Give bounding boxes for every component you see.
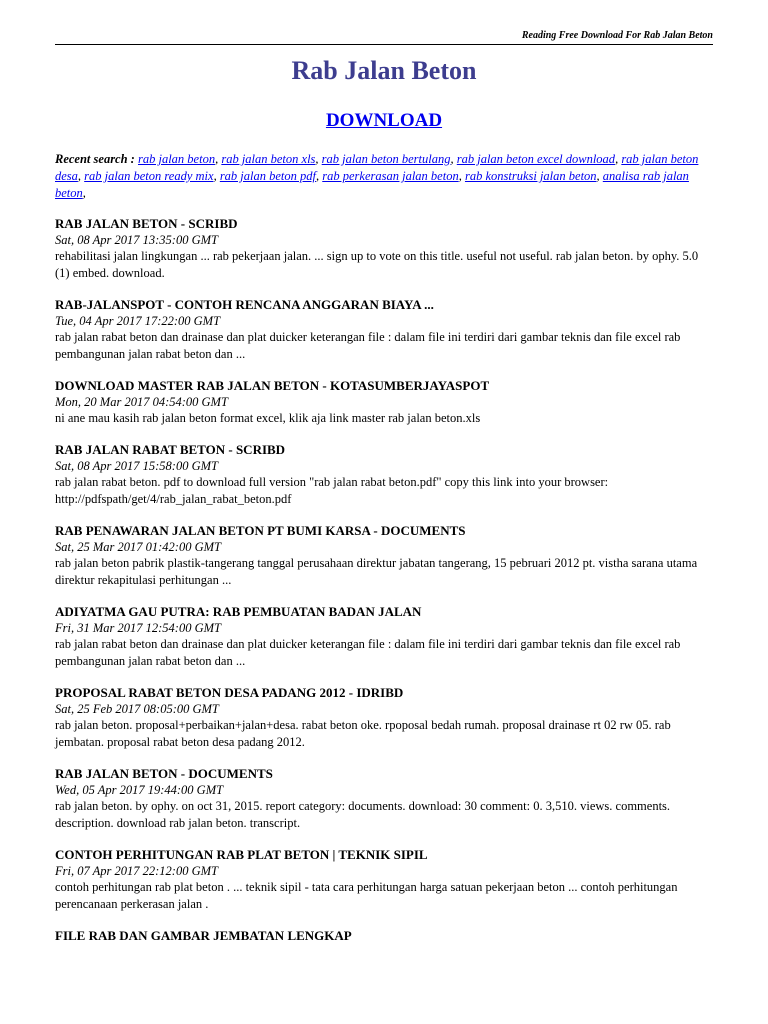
result-title: DOWNLOAD MASTER RAB JALAN BETON - KOTASUMBERJAYASPOT (55, 378, 490, 393)
result-item (55, 377, 713, 427)
result-item (55, 846, 713, 913)
result-snippet: rab jalan rabat beton dan drainase dan plat duicker keterangan file : dalam file ini terdiri dari gambar teknis dan file excel rab pembangunan jalan rabat beton dan ... (55, 637, 681, 668)
result-snippet: ni ane mau kasih rab jalan beton format excel, klik aja link master rab jalan beton.xls (55, 411, 481, 425)
result-date: Sat, 25 Mar 2017 01:42:00 GMT (55, 540, 221, 554)
result-item (55, 215, 713, 282)
recent-search-link[interactable]: rab jalan beton desa (55, 152, 699, 183)
results-list (55, 215, 713, 958)
result-snippet: rab jalan beton pabrik plastik-tangerang tanggal perusahaan direktur jabatan tangerang, 15 pebruari 2012 pt. vistha sarana utama direktur rekapitulasi perhitungan ... (55, 556, 698, 587)
result-item (55, 684, 713, 751)
link-separator: , (213, 169, 220, 183)
result-title: RAB PENAWARAN JALAN BETON PT BUMI KARSA - DOCUMENTS (55, 523, 466, 538)
link-separator: , (82, 186, 86, 200)
link-separator: , (596, 169, 603, 183)
result-date: Fri, 31 Mar 2017 12:54:00 GMT (55, 621, 221, 635)
result-snippet: rab jalan rabat beton. pdf to download full version "rab jalan rabat beton.pdf" copy this link into your browser: http://pdfspath/get/4/rab_jalan_rabat_beton.pdf (55, 475, 609, 506)
recent-search-link[interactable]: rab jalan beton pdf (219, 169, 316, 183)
download-link[interactable]: DOWNLOAD (325, 110, 443, 131)
result-date: Fri, 07 Apr 2017 22:12:00 GMT (55, 864, 218, 878)
result-snippet: rab jalan beton. proposal+perbaikan+jalan+desa. rabat beton oke. rpoposal bedah rumah. proposal drainase rt 02 rw 05. rab jembatan. proposal rabat beton desa padang 2012. (55, 718, 671, 749)
result-date: Wed, 05 Apr 2017 19:44:00 GMT (55, 783, 224, 797)
link-separator: , (215, 152, 222, 166)
result-snippet: contoh perhitungan rab plat beton . ... teknik sipil - tata cara perhitungan harga satuan pekerjaan beton ... contoh perhitungan perencanaan perkerasan jalan . (55, 880, 678, 911)
link-separator: , (615, 152, 622, 166)
recent-search-label: Recent search : (55, 152, 135, 166)
result-date: Sat, 08 Apr 2017 15:58:00 GMT (55, 459, 218, 473)
result-snippet: rehabilitasi jalan lingkungan ... rab pekerjaan jalan. ... sign up to vote on this title. useful not useful. rab jalan beton. by ophy. 5.0 (1) embed. download. (55, 249, 699, 280)
running-header: Reading Free Download For Rab Jalan Beton (521, 30, 713, 41)
result-title: RAB-JALANSPOT - CONTOH RENCANA ANGGARAN BIAYA ... (55, 297, 434, 312)
recent-search-link[interactable]: rab jalan beton excel download (456, 152, 616, 166)
link-separator: , (450, 152, 457, 166)
result-item (55, 441, 713, 508)
link-separator: , (458, 169, 465, 183)
result-title: PROPOSAL RABAT BETON DESA PADANG 2012 - IDRIBD (55, 685, 404, 700)
recent-search-links (55, 152, 698, 200)
result-date: Mon, 20 Mar 2017 04:54:00 GMT (55, 395, 228, 409)
result-title: RAB JALAN BETON - DOCUMENTS (55, 766, 273, 781)
header-divider (55, 44, 713, 45)
recent-search (55, 151, 713, 202)
link-separator: , (316, 169, 323, 183)
result-title: ADIYATMA GAU PUTRA: RAB PEMBUATAN BADAN JALAN (55, 604, 422, 619)
recent-search-link[interactable]: rab konstruksi jalan beton (464, 169, 597, 183)
result-title: RAB JALAN RABAT BETON - SCRIBD (55, 442, 286, 457)
result-date: Sat, 25 Feb 2017 08:05:00 GMT (55, 702, 219, 716)
link-separator: , (315, 152, 322, 166)
download-link-container (55, 110, 713, 132)
result-item (55, 927, 713, 944)
link-separator: , (77, 169, 85, 183)
result-item (55, 296, 713, 363)
result-item (55, 522, 713, 589)
recent-search-link[interactable]: rab jalan beton (137, 152, 216, 166)
recent-search-link[interactable]: rab jalan beton ready mix (84, 169, 214, 183)
result-date: Sat, 08 Apr 2017 13:35:00 GMT (55, 233, 218, 247)
recent-search-link[interactable]: rab perkerasan jalan beton (322, 169, 459, 183)
result-title: FILE RAB DAN GAMBAR JEMBATAN LENGKAP (55, 928, 352, 943)
result-snippet: rab jalan beton. by ophy. on oct 31, 2015. report category: documents. download: 30 comment: 0. 3,510. views. comments. description. download rab jalan beton. transcript. (55, 799, 671, 830)
page-title: Rab Jalan Beton (291, 56, 477, 85)
result-item (55, 603, 713, 670)
result-snippet: rab jalan rabat beton dan drainase dan plat duicker keterangan file : dalam file ini terdiri dari gambar teknis dan file excel rab pembangunan jalan rabat beton dan ... (55, 330, 681, 361)
result-item (55, 765, 713, 832)
recent-search-link[interactable]: rab jalan beton xls (221, 152, 316, 166)
result-title: CONTOH PERHITUNGAN RAB PLAT BETON | TEKNIK SIPIL (55, 847, 428, 862)
result-title: RAB JALAN BETON - SCRIBD (55, 216, 238, 231)
recent-search-link[interactable]: analisa rab jalan beton (55, 169, 689, 200)
result-date: Tue, 04 Apr 2017 17:22:00 GMT (55, 314, 221, 328)
recent-search-link[interactable]: rab jalan beton bertulang (321, 152, 451, 166)
